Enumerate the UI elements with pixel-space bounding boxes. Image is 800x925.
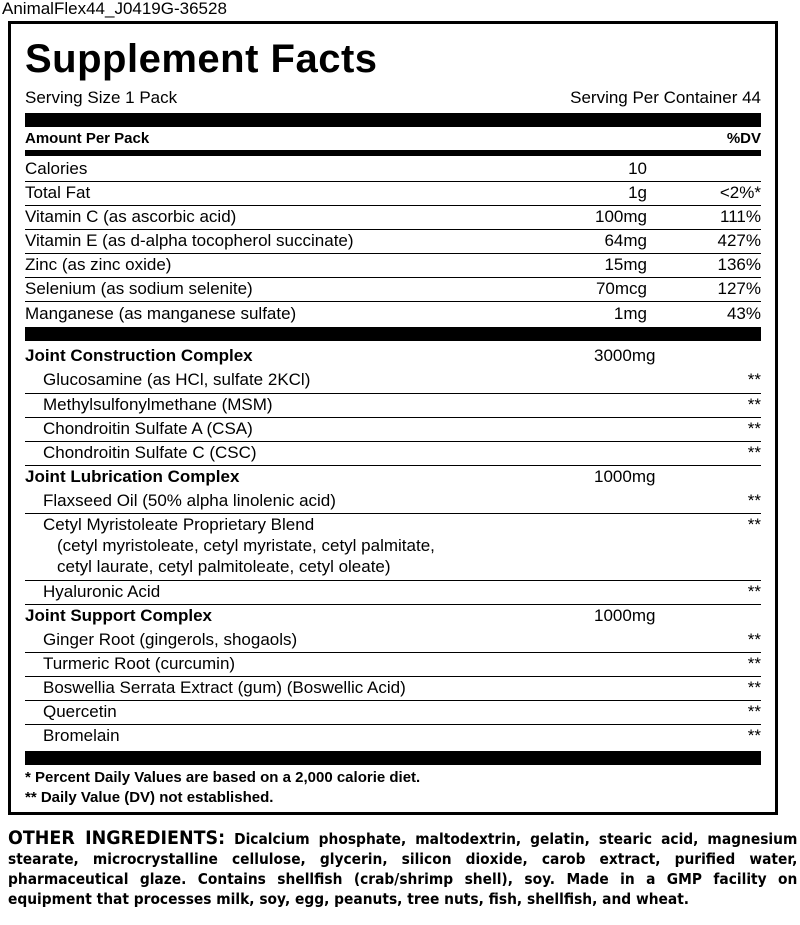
nutrient-dv: 136% <box>717 255 761 274</box>
ingredient-name: Methylsulfonylmethane (MSM) <box>43 395 273 414</box>
nutrient-amount: 100mg <box>595 207 647 226</box>
ingredient-dv: ** <box>747 702 761 721</box>
nutrient-dv: 127% <box>717 279 761 298</box>
nutrient-amount: 70mcg <box>595 279 647 298</box>
ingredient-dv: ** <box>747 678 761 697</box>
row-rule <box>25 513 761 514</box>
ingredient-dv: ** <box>747 419 761 438</box>
ingredient-row <box>25 515 761 579</box>
ingredient-detail: cetyl laurate, cetyl palmitoleate, cetyl oleate) <box>57 557 391 576</box>
ingredient-dv: ** <box>747 370 761 389</box>
row-rule <box>25 652 761 653</box>
row-rule <box>25 301 761 302</box>
nutrient-name: Zinc (as zinc oxide) <box>25 255 172 274</box>
ingredient-dv: ** <box>747 443 761 462</box>
nutrient-amount: 10 <box>628 159 647 178</box>
ingredient-name: Boswellia Serrata Extract (gum) (Boswellic Acid) <box>43 678 406 697</box>
ingredient-dv: ** <box>747 395 761 414</box>
ingredient-name: Hyaluronic Acid <box>43 582 161 601</box>
ingredient-name: Chondroitin Sulfate A (CSA) <box>43 419 253 438</box>
nutrient-name: Vitamin C (as ascorbic acid) <box>25 207 237 226</box>
row-rule <box>25 277 761 278</box>
ingredient-dv: ** <box>747 630 761 649</box>
serving-info <box>25 88 761 110</box>
complex-amount: 1000mg <box>594 467 656 486</box>
nutrient-name: Calories <box>25 159 88 178</box>
ingredient-detail: (cetyl myristoleate, cetyl myristate, cetyl palmitate, <box>57 536 435 555</box>
nutrient-amount: 1g <box>628 183 647 202</box>
row-rule <box>25 441 761 442</box>
amount-per-pack-label: Amount Per Pack <box>25 130 150 147</box>
row-rule <box>25 580 761 581</box>
nutrient-amount: 1mg <box>613 304 647 323</box>
row-rule <box>25 724 761 725</box>
nutrient-dv: 427% <box>717 231 761 250</box>
nutrient-name: Vitamin E (as d-alpha tocopherol succinate) <box>25 231 354 250</box>
supplement-facts-panel <box>8 21 778 815</box>
nutrient-amount: 15mg <box>604 255 647 274</box>
amount-header <box>25 130 761 148</box>
nutrient-name: Total Fat <box>25 183 91 202</box>
ingredient-dv: ** <box>747 582 761 601</box>
row-rule <box>25 393 761 394</box>
row-rule <box>25 676 761 677</box>
row-rule <box>25 205 761 206</box>
nutrient-name: Manganese (as manganese sulfate) <box>25 304 297 323</box>
footnote-dv: * Percent Daily Values are based on a 2,000 calorie diet. <box>25 769 421 786</box>
row-rule <box>25 417 761 418</box>
other-ingredients <box>8 828 797 909</box>
file-label: AnimalFlex44_J0419G-36528 <box>2 0 227 18</box>
ingredient-name: Turmeric Root (curcumin) <box>43 654 236 673</box>
ingredient-dv: ** <box>747 726 761 745</box>
nutrient-dv: <2%* <box>719 183 761 202</box>
complex-amount: 3000mg <box>594 346 656 365</box>
nutrient-dv: 43% <box>726 304 761 323</box>
footnote-not-established: ** Daily Value (DV) not established. <box>25 789 274 806</box>
row-rule <box>25 604 761 605</box>
ingredient-name: Flaxseed Oil (50% alpha linolenic acid) <box>43 491 336 510</box>
ingredient-name: Quercetin <box>43 702 117 721</box>
nutrient-amount: 64mg <box>604 231 647 250</box>
ingredient-name: Glucosamine (as HCl, sulfate 2KCl) <box>43 370 311 389</box>
servings-per-container: Serving Per Container 44 <box>570 88 761 107</box>
row-rule <box>25 465 761 466</box>
complex-name: Joint Construction Complex <box>25 346 253 365</box>
row-rule <box>25 229 761 230</box>
thick-divider <box>25 113 761 127</box>
serving-size: Serving Size 1 Pack <box>25 88 178 107</box>
complex-amount: 1000mg <box>594 606 656 625</box>
panel-title: Supplement Facts <box>25 37 378 81</box>
row-rule <box>25 700 761 701</box>
ingredient-dv: ** <box>747 491 761 510</box>
row-rule <box>25 181 761 182</box>
row-rule <box>25 253 761 254</box>
complex-name: Joint Lubrication Complex <box>25 467 240 486</box>
ingredient-name: Chondroitin Sulfate C (CSC) <box>43 443 257 462</box>
complex-name: Joint Support Complex <box>25 606 212 625</box>
dv-header-label: %DV <box>726 130 761 147</box>
medium-divider <box>25 150 761 156</box>
thick-divider <box>25 751 761 765</box>
nutrient-dv: 111% <box>720 207 761 226</box>
ingredient-name: Cetyl Myristoleate Proprietary Blend <box>43 515 315 534</box>
other-ingredients-heading: OTHER INGREDIENTS: <box>8 827 226 849</box>
ingredient-name: Ginger Root (gingerols, shogaols) <box>43 630 298 649</box>
nutrient-name: Selenium (as sodium selenite) <box>25 279 253 298</box>
ingredient-name: Bromelain <box>43 726 120 745</box>
thick-divider <box>25 327 761 341</box>
ingredient-dv: ** <box>747 654 761 673</box>
ingredient-dv: ** <box>747 515 761 534</box>
other-ingredients-text: Dicalcium phosphate, maltodextrin, gelatin, stearic acid, magnesium stearate, microcrystalline cellulose, glycerin, silicon dioxide, carob extract, purified water, pharmaceutical glaze. Contains shellfish (crab/shrimp shell), soy. Made in a GMP facility on equipment that processes milk, soy, egg, peanuts, tree nuts, fish, shellfish, and wheat. <box>8 830 798 908</box>
